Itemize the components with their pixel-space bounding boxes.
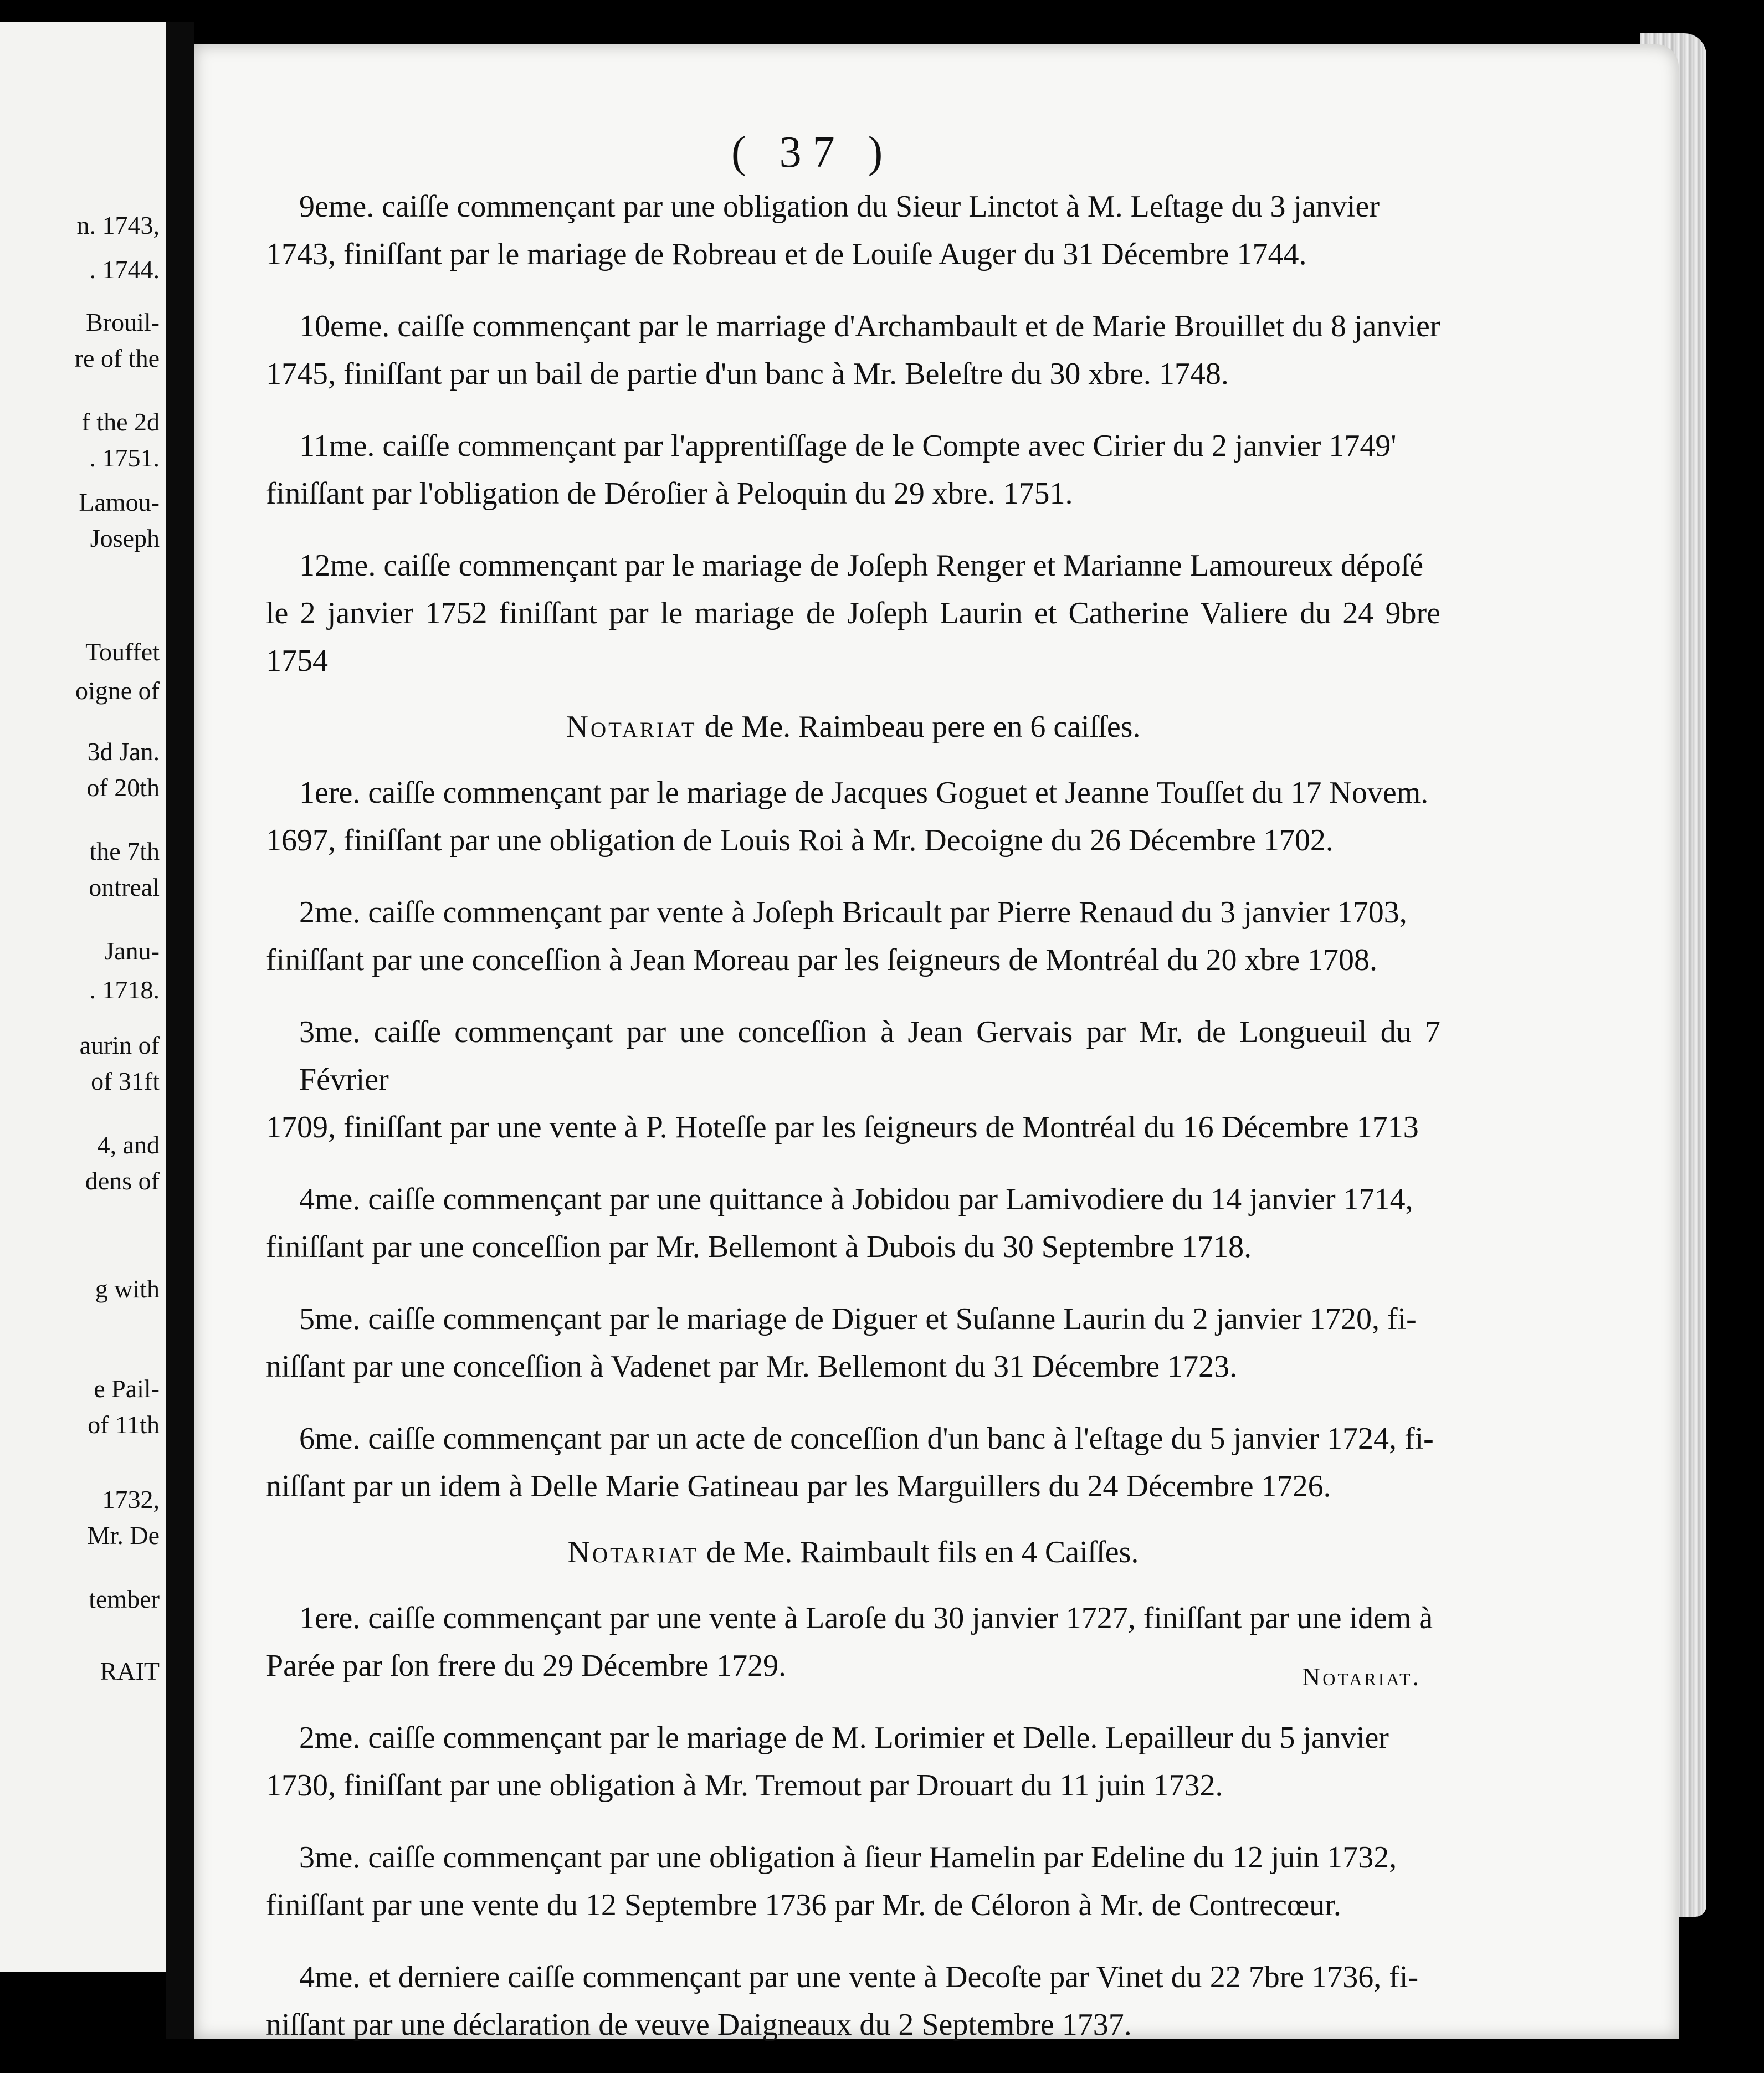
left-page-fragment: 1732, <box>102 1485 160 1513</box>
section-heading-text: de Me. Raimbeau pere en 6 caiſſes. <box>696 710 1141 744</box>
left-facing-page <box>0 22 170 1972</box>
entry-line-2: niſſant par un idem à Delle Marie Gatineau par les Marguillers du 24 Décembre 1726. <box>266 1469 1331 1504</box>
entry-line-1: 2me. caiſſe commençant par vente à Joſeph Bricault par Pierre Renaud du 3 janvier 1703, <box>299 895 1407 930</box>
entries-group-a <box>266 183 1440 685</box>
page-body <box>266 183 1440 2073</box>
left-page-fragment: 3d Jan. <box>87 737 160 766</box>
entry-line-2: 1730, finiſſant par une obligation à Mr. Tremout par Drouart du 11 juin 1732. <box>266 1768 1223 1803</box>
entry-line-1: 9eme. caiſſe commençant par une obligation du Sieur Linctot à M. Leſtage du 3 janvier <box>299 189 1380 224</box>
entry-line-1: 11me. caiſſe commençant par l'apprentiſſage de le Compte avec Cirier du 2 janvier 1749' <box>299 429 1397 463</box>
section-heading-smallcaps: Notariat <box>567 1535 699 1569</box>
entry-line-1: 4me. et derniere caiſſe commençant par une vente à Decoſte par Vinet du 22 7bre 1736, fi- <box>299 1960 1419 1994</box>
left-page-fragment: n. 1743, <box>76 211 160 239</box>
register-entry <box>266 1953 1440 2049</box>
entry-line-1: 3me. caiſſe commençant par une obligation à ſieur Hamelin par Edeline du 12 juin 1732, <box>299 1840 1397 1875</box>
left-page-fragment: aurin of <box>79 1031 160 1059</box>
left-page-fragment: re of the <box>74 344 160 372</box>
register-entry <box>266 1594 1440 1690</box>
register-entry <box>266 889 1440 984</box>
entry-line-2: finiſſant par une conceſſion à Jean Moreau par les ſeigneurs de Montréal du 20 xbre 1708. <box>266 943 1378 977</box>
book-spine <box>166 22 194 2039</box>
entry-line-1: 10eme. caiſſe commençant par le marriage d'Archambault et de Marie Brouillet du 8 janvier <box>299 309 1440 343</box>
entry-line-2: finiſſant par une vente du 12 Septembre 1736 par Mr. de Céloron à Mr. de Contrecœur. <box>266 1888 1341 1922</box>
left-page-fragment: . 1744. <box>89 255 160 284</box>
entry-line-1: 4me. caiſſe commençant par une quittance à Jobidou par Lamivodiere du 14 janvier 1714, <box>299 1182 1413 1217</box>
catchword: Notariat. <box>1302 1662 1422 1691</box>
register-entry <box>266 302 1440 398</box>
entry-line-1: 2me. caiſſe commençant par le mariage de M. Lorimier et Delle. Lepailleur du 5 janvier <box>299 1721 1389 1755</box>
left-page-fragment: of 11th <box>88 1410 160 1439</box>
left-page-fragment: Janu- <box>104 937 160 965</box>
left-page-fragment: Lamou- <box>79 488 160 516</box>
left-page-fragment: tember <box>89 1585 160 1613</box>
left-page-fragment: 4, and <box>97 1131 160 1159</box>
register-entry <box>266 1714 1440 1809</box>
entry-line-2: niſſant par une conceſſion à Vadenet par Mr. Bellemont du 31 Décembre 1723. <box>266 1349 1238 1384</box>
register-entry <box>266 542 1440 685</box>
left-page-fragment: Joseph <box>90 524 160 552</box>
left-page-fragment: of 20th <box>86 773 160 802</box>
left-page-fragment: f the 2d <box>81 408 160 436</box>
entry-line-1: 1ere. caiſſe commençant par le mariage de Jacques Goguet et Jeanne Touſſet du 17 Novem. <box>299 776 1429 810</box>
left-page-fragment: Mr. De <box>87 1521 160 1549</box>
register-entry <box>266 1415 1440 1510</box>
section-heading-raimbault <box>266 1535 1440 1570</box>
register-entry <box>266 183 1440 278</box>
entries-group-c <box>266 1594 1440 2049</box>
entry-line-2: Parée par ſon frere du 29 Décembre 1729. <box>266 1649 787 1683</box>
left-page-fragment: RAIT <box>100 1657 160 1685</box>
section-heading-smallcaps: Notariat <box>566 710 697 744</box>
left-page-fragment: oigne of <box>75 676 160 705</box>
entry-line-2: finiſſant par une conceſſion par Mr. Bellemont à Dubois du 30 Septembre 1718. <box>266 1230 1252 1264</box>
left-page-fragment: of 31ft <box>91 1067 160 1095</box>
left-page-fragment: the 7th <box>89 837 160 865</box>
entry-line-2: finiſſant par l'obligation de Déroſier à Peloquin du 29 xbre. 1751. <box>266 476 1073 511</box>
register-entry <box>266 769 1440 864</box>
entry-line-2: niſſant par une déclaration de veuve Daigneaux du 2 Septembre 1737. <box>266 2008 1132 2042</box>
entry-line-2: 1709, finiſſant par une vente à P. Hoteſſe par les ſeigneurs de Montréal du 16 Décembre 1713 <box>266 1110 1419 1145</box>
entry-line-1: 12me. caiſſe commençant par le mariage de Joſeph Renger et Marianne Lamoureux dépoſé <box>299 548 1424 583</box>
entries-group-b <box>266 769 1440 1510</box>
entry-line-2: le 2 janvier 1752 finiſſant par le mariage de Joſeph Laurin et Catherine Valiere du 24 9bre 1754 <box>266 596 1440 678</box>
entry-line-2: 1697, finiſſant par une obligation de Louis Roi à Mr. Decoigne du 26 Décembre 1702. <box>266 823 1334 858</box>
left-page-fragment: dens of <box>85 1167 160 1195</box>
register-entry <box>266 422 1440 517</box>
page-number: ( 37 ) <box>731 128 894 177</box>
left-page-fragment: . 1751. <box>89 444 160 472</box>
left-page-fragment: Touffet <box>85 638 160 666</box>
entry-line-1: 6me. caiſſe commençant par un acte de conceſſion d'un banc à l'eſtage du 5 janvier 1724, fi- <box>299 1422 1434 1456</box>
left-page-fragment: . 1718. <box>89 976 160 1004</box>
left-page-fragment: ontreal <box>89 873 160 901</box>
left-page-fragment: Brouil- <box>86 308 160 336</box>
register-entry <box>266 1834 1440 1929</box>
entry-line-2: 1743, finiſſant par le mariage de Robreau et de Louiſe Auger du 31 Décembre 1744. <box>266 237 1307 271</box>
left-page-fragment: g with <box>95 1275 160 1303</box>
register-entry <box>266 1176 1440 1271</box>
entry-line-1: 5me. caiſſe commençant par le mariage de Diguer et Suſanne Laurin du 2 janvier 1720, fi- <box>299 1302 1417 1336</box>
entry-line-1: 1ere. caiſſe commençant par une vente à Laroſe du 30 janvier 1727, finiſſant par une idem à <box>299 1601 1433 1635</box>
register-entry <box>266 1295 1440 1390</box>
register-entry <box>266 1008 1440 1151</box>
entry-line-2: 1745, finiſſant par un bail de partie d'un banc à Mr. Beleſtre du 30 xbre. 1748. <box>266 357 1229 391</box>
section-heading-raimbeau <box>266 709 1440 745</box>
left-page-fragment: e Pail- <box>94 1374 160 1403</box>
entry-line-1: 3me. caiſſe commençant par une conceſſion à Jean Gervais par Mr. de Longueuil du 7 Février <box>299 1015 1440 1097</box>
section-heading-text: de Me. Raimbault fils en 4 Caiſſes. <box>698 1535 1139 1569</box>
